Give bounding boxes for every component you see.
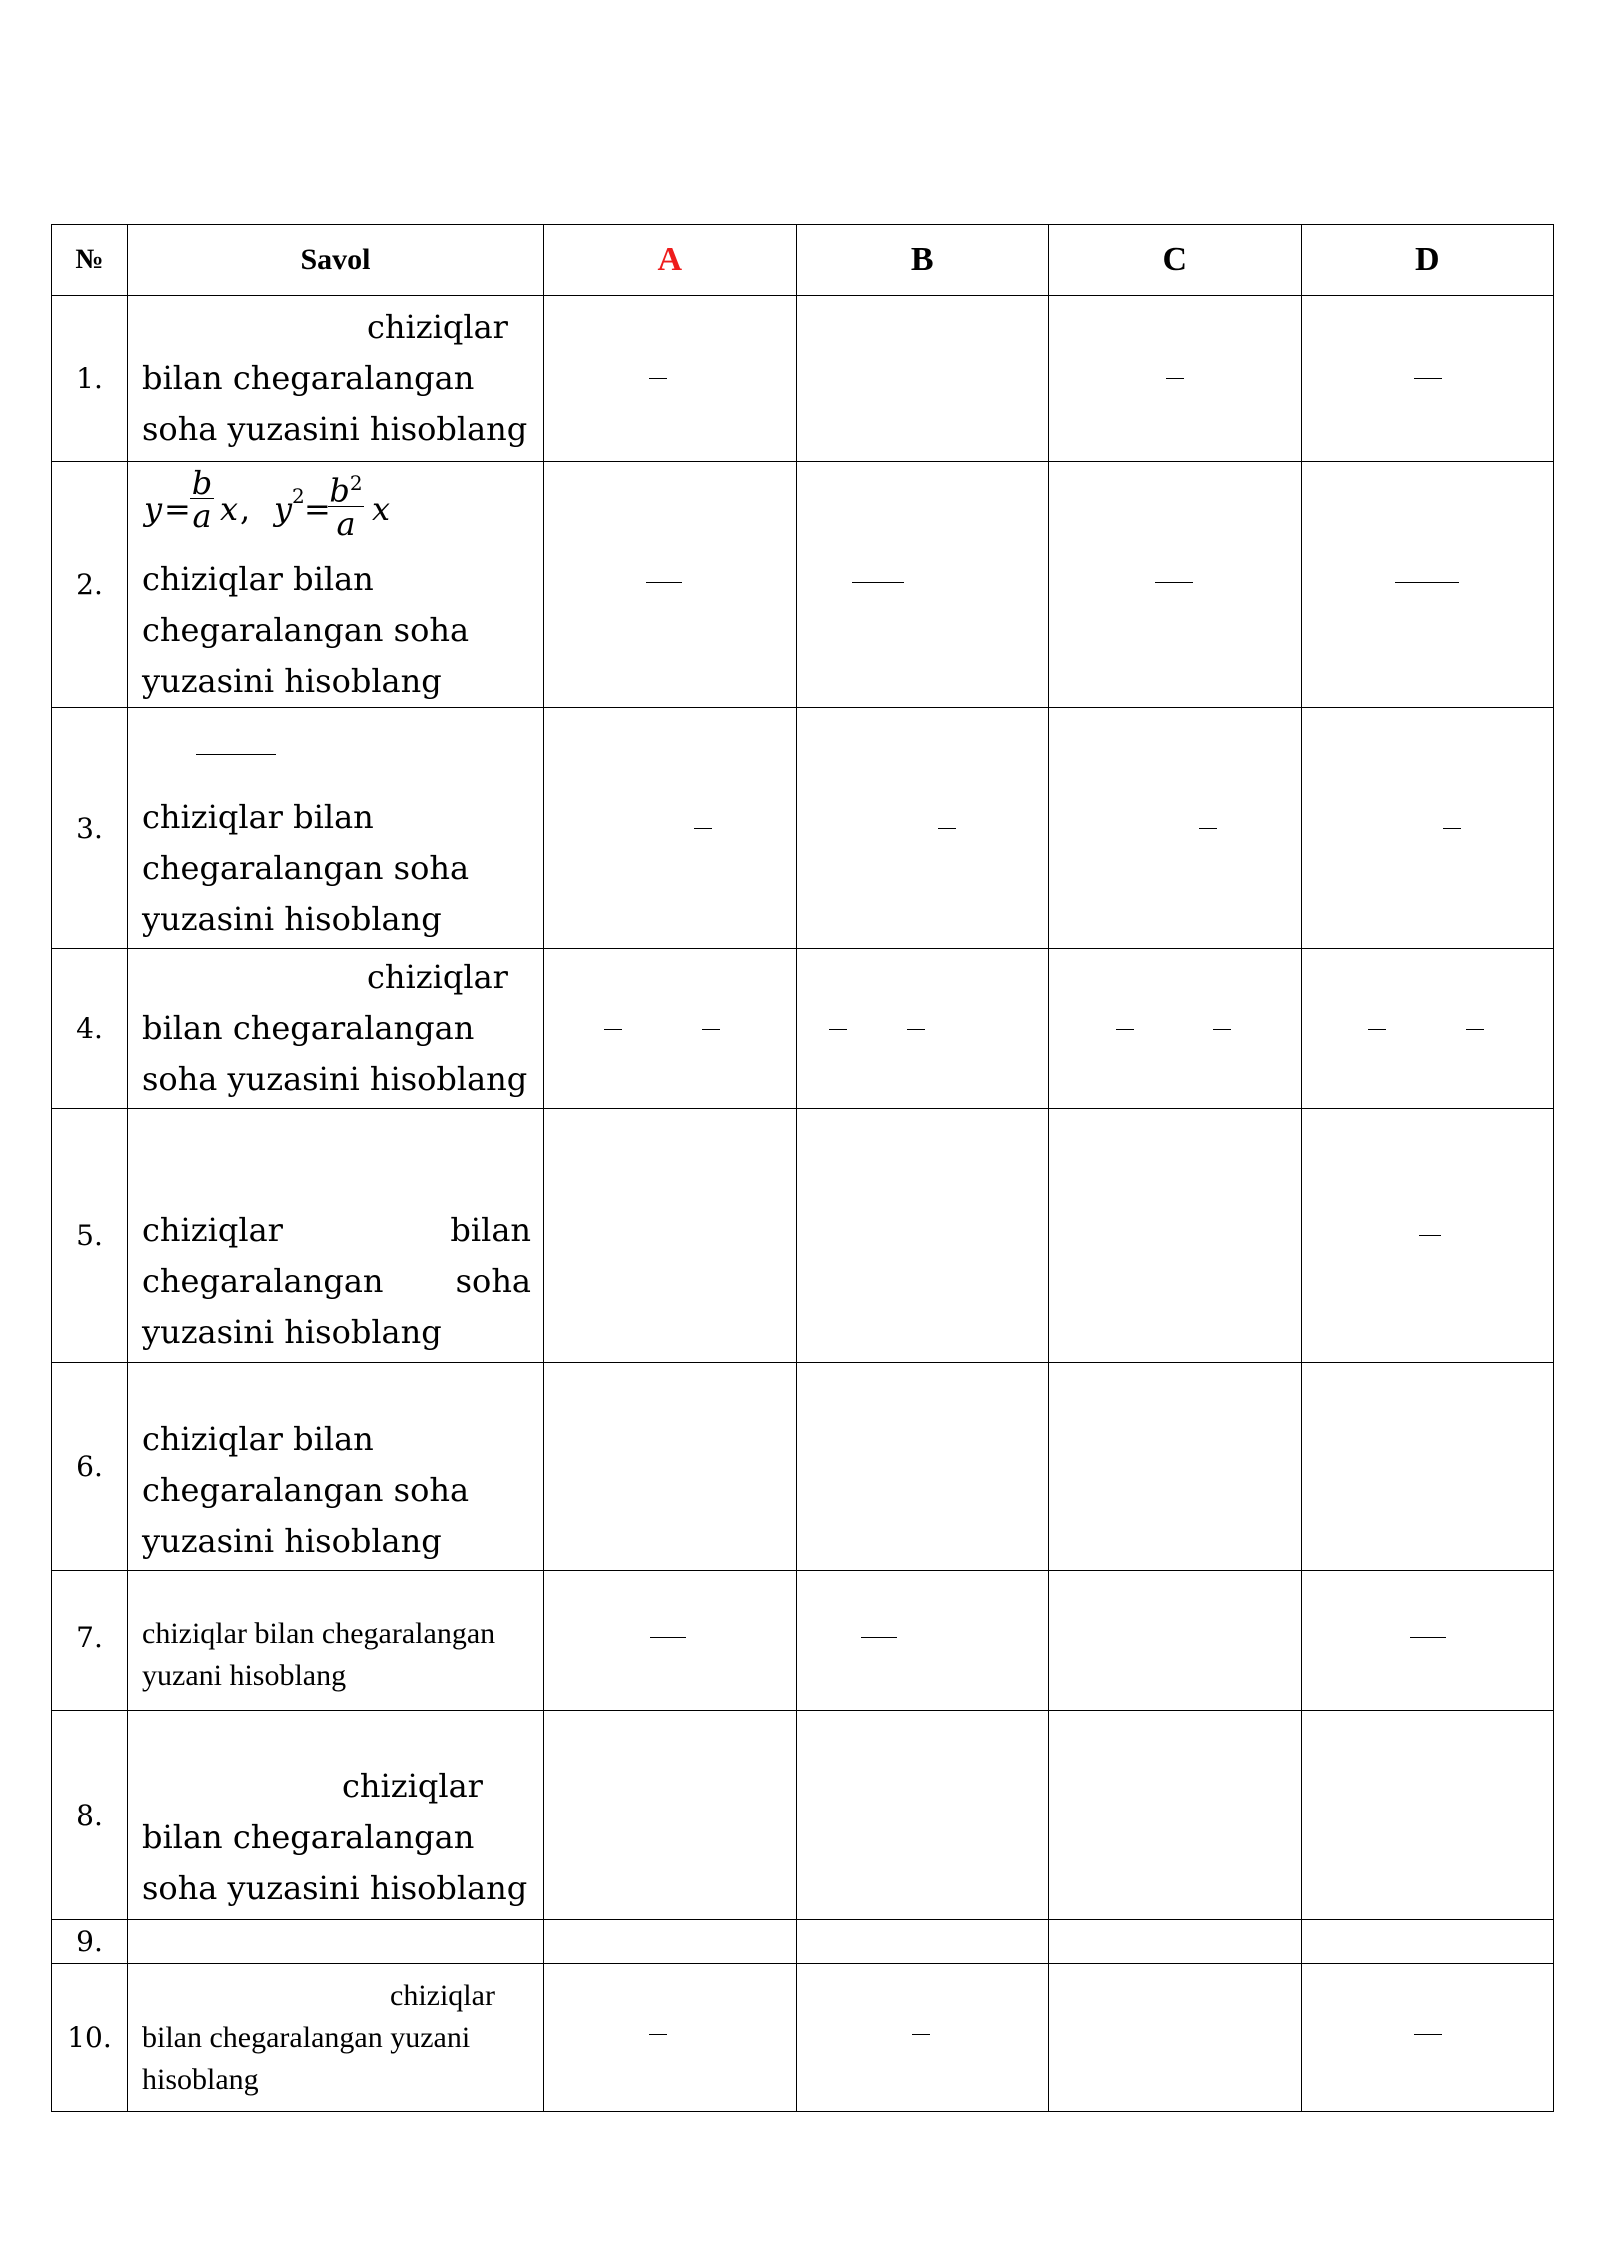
- formula-y: y: [144, 490, 163, 528]
- option-a-cell[interactable]: [544, 1964, 797, 2112]
- option-d-cell[interactable]: [1301, 1363, 1554, 1571]
- option-c-cell[interactable]: [1049, 1363, 1302, 1571]
- fraction-bar: [650, 1637, 686, 1638]
- option-d-cell[interactable]: [1301, 1711, 1554, 1920]
- question-word: chegaralangan: [142, 1262, 384, 1300]
- question-line: chegaralangan soha: [142, 611, 470, 649]
- option-d-cell[interactable]: [1301, 1964, 1554, 2112]
- fraction-bar: [1410, 1637, 1446, 1638]
- question-line: chiziqlar: [367, 958, 508, 996]
- table-row: [52, 949, 1554, 1109]
- question-text: [128, 1585, 543, 1697]
- fraction-bar: [829, 1029, 847, 1030]
- option-b-cell[interactable]: [796, 708, 1049, 949]
- question-line: chiziqlar: [342, 1766, 483, 1805]
- option-d-cell[interactable]: [1301, 296, 1554, 462]
- fraction-numerator-exponent: 2: [349, 471, 363, 495]
- formula-y2: y: [274, 490, 293, 528]
- option-d-cell[interactable]: [1301, 1920, 1554, 1964]
- formula-exponent: 2: [292, 484, 305, 508]
- table-row: [52, 708, 1554, 949]
- formula-eq: =: [304, 490, 331, 528]
- fraction-bar: [196, 754, 276, 755]
- formula-x: x: [220, 490, 239, 528]
- question-line: soha yuzasini hisoblang: [142, 410, 528, 448]
- option-c-cell[interactable]: [1049, 296, 1302, 462]
- fraction-bar: [694, 828, 712, 829]
- question-line: soha yuzasini hisoblang: [142, 1060, 528, 1098]
- question-cell: [128, 949, 544, 1109]
- formula: [128, 462, 543, 554]
- header-num: №: [52, 225, 128, 296]
- fraction-bar: [912, 2034, 930, 2035]
- option-c-cell[interactable]: [1049, 708, 1302, 949]
- question-cell: [128, 708, 544, 949]
- option-d-cell[interactable]: [1301, 1571, 1554, 1711]
- fraction-bar: [1419, 1235, 1441, 1236]
- question-line: yuzasini hisoblang: [142, 899, 442, 938]
- option-a-cell[interactable]: [544, 708, 797, 949]
- option-c-cell[interactable]: [1049, 1711, 1302, 1920]
- fraction-bar: [1414, 2034, 1442, 2035]
- row-number: 8.: [52, 1711, 128, 1920]
- fraction-bar: [907, 1029, 925, 1030]
- option-a-cell[interactable]: [544, 1920, 797, 1964]
- option-c-cell[interactable]: [1049, 1109, 1302, 1363]
- question-line: chiziqlar: [390, 1978, 495, 2012]
- option-d-cell[interactable]: [1301, 1109, 1554, 1363]
- option-b-cell[interactable]: [796, 296, 1049, 462]
- question-line: [142, 1256, 531, 1307]
- formula-comma: ,: [240, 490, 251, 528]
- question-text: [128, 1366, 543, 1567]
- option-a-cell[interactable]: [544, 1109, 797, 1363]
- question-text: [128, 952, 543, 1105]
- fraction-bar: [1395, 582, 1459, 583]
- table-row: [52, 1964, 1554, 2112]
- question-line: [142, 1205, 531, 1256]
- fraction-bar: [1443, 828, 1461, 829]
- option-d-cell[interactable]: [1301, 949, 1554, 1109]
- question-cell: [128, 1363, 544, 1571]
- header-option-d: D: [1301, 225, 1554, 296]
- question-cell: [128, 1964, 544, 2112]
- question-cell: [128, 1711, 544, 1920]
- formula: [128, 1113, 543, 1205]
- question-word: chiziqlar: [142, 1211, 283, 1249]
- question-cell: [128, 1571, 544, 1711]
- option-b-cell[interactable]: [796, 1109, 1049, 1363]
- header-question: Savol: [128, 225, 544, 296]
- option-b-cell[interactable]: [796, 1571, 1049, 1711]
- fraction-bar: [1368, 1029, 1386, 1030]
- option-b-cell[interactable]: [796, 1920, 1049, 1964]
- question-line: chiziqlar bilan: [142, 560, 374, 598]
- table-row: [52, 296, 1554, 462]
- question-line: soha yuzasini hisoblang: [142, 1868, 528, 1907]
- question-line: yuzasini hisoblang: [142, 1313, 442, 1351]
- fraction-bar: [1166, 378, 1184, 379]
- question-cell: [128, 296, 544, 462]
- fraction-denominator: a: [192, 497, 212, 535]
- header-row: [52, 225, 1554, 296]
- question-line: bilan chegaralangan yuzani: [142, 2020, 471, 2054]
- row-number: [52, 1571, 128, 1711]
- option-c-cell[interactable]: [1049, 1964, 1302, 2112]
- table-row: [52, 1571, 1554, 1711]
- row-number-text: 7.: [76, 1621, 103, 1654]
- row-number: 4.: [52, 949, 128, 1109]
- row-number: 5.: [52, 1109, 128, 1363]
- option-b-cell[interactable]: [796, 1964, 1049, 2112]
- row-number: 6.: [52, 1363, 128, 1571]
- option-b-cell[interactable]: [796, 1711, 1049, 1920]
- row-number: 3.: [52, 708, 128, 949]
- fraction-bar: [702, 1029, 720, 1030]
- question-text: [128, 792, 543, 945]
- fraction-bar: [649, 378, 667, 379]
- row-number: 9.: [52, 1920, 128, 1964]
- option-c-cell[interactable]: [1049, 949, 1302, 1109]
- row-number: 10.: [52, 1964, 128, 2112]
- fraction-bar: [646, 582, 682, 583]
- question-text: [128, 1205, 543, 1358]
- question-word: bilan: [450, 1211, 531, 1249]
- question-cell: [128, 1109, 544, 1363]
- question-line: yuzasini hisoblang: [142, 662, 442, 700]
- fraction-bar: [852, 582, 904, 583]
- fraction-bar: [649, 2034, 667, 2035]
- option-b-cell[interactable]: [796, 462, 1049, 708]
- quiz-table: [51, 224, 1554, 2112]
- option-a-cell[interactable]: [544, 1571, 797, 1711]
- fraction-bar: [1199, 828, 1217, 829]
- formula-x: x: [372, 490, 391, 528]
- option-d-cell[interactable]: [1301, 708, 1554, 949]
- option-c-cell[interactable]: [1049, 1571, 1302, 1711]
- table-row: [52, 1363, 1554, 1571]
- fraction-numerator-base: b: [329, 471, 350, 510]
- question-word: soha: [455, 1262, 531, 1300]
- option-c-cell[interactable]: [1049, 1920, 1302, 1964]
- option-b-cell[interactable]: [796, 949, 1049, 1109]
- option-c-cell[interactable]: [1049, 462, 1302, 708]
- question-line: chegaralangan soha: [142, 1471, 470, 1509]
- question-line: bilan chegaralangan: [142, 359, 475, 397]
- option-a-cell[interactable]: [544, 949, 797, 1109]
- fraction-numerator: [328, 468, 364, 510]
- fraction-bar: [1213, 1029, 1231, 1030]
- fraction-bar: [1414, 378, 1442, 379]
- formula-eq: =: [164, 490, 191, 528]
- row-number: 1.: [52, 296, 128, 462]
- question-line: chegaralangan soha: [142, 848, 470, 887]
- formula-fraction: [328, 468, 364, 541]
- question-line: chiziqlar bilan chegaralangan: [142, 1616, 496, 1650]
- header-option-c: C: [1049, 225, 1302, 296]
- table-row: [52, 1109, 1554, 1363]
- fraction-bar: [861, 1637, 897, 1638]
- row-number: 2.: [52, 462, 128, 708]
- formula: [128, 712, 543, 792]
- question-line: hisoblang: [142, 2062, 259, 2096]
- header-option-b: B: [796, 225, 1049, 296]
- table-row: [52, 462, 1554, 708]
- fraction-numerator: b: [191, 464, 213, 502]
- table-row: [52, 1711, 1554, 1920]
- option-a-cell[interactable]: [544, 462, 797, 708]
- fraction-bar: [1466, 1029, 1484, 1030]
- question-line: chiziqlar bilan: [142, 797, 374, 836]
- fraction-bar: [1155, 582, 1193, 583]
- question-line: bilan chegaralangan: [142, 1009, 475, 1047]
- option-a-cell[interactable]: [544, 296, 797, 462]
- option-b-cell[interactable]: [796, 1363, 1049, 1571]
- option-d-cell[interactable]: [1301, 462, 1554, 708]
- header-option-a: A: [544, 225, 797, 296]
- table-row: [52, 1920, 1554, 1964]
- question-line: chiziqlar bilan: [142, 1420, 374, 1458]
- question-text: [128, 302, 543, 455]
- fraction-bar: [1116, 1029, 1134, 1030]
- question-text: [128, 1975, 543, 2101]
- question-line: yuzani hisoblang: [142, 1658, 347, 1692]
- question-line: bilan chegaralangan: [142, 1817, 475, 1856]
- question-text: [128, 554, 543, 707]
- question-text: [128, 1717, 543, 1914]
- option-a-cell[interactable]: [544, 1711, 797, 1920]
- question-cell: [128, 1920, 544, 1964]
- formula-fraction: [190, 464, 214, 535]
- fraction-bar: [604, 1029, 622, 1030]
- question-line: chiziqlar: [367, 308, 508, 346]
- fraction-bar: [938, 828, 956, 829]
- option-a-cell[interactable]: [544, 1363, 797, 1571]
- question-cell: [128, 462, 544, 708]
- question-line: yuzasini hisoblang: [142, 1522, 442, 1560]
- fraction-denominator: a: [336, 504, 356, 543]
